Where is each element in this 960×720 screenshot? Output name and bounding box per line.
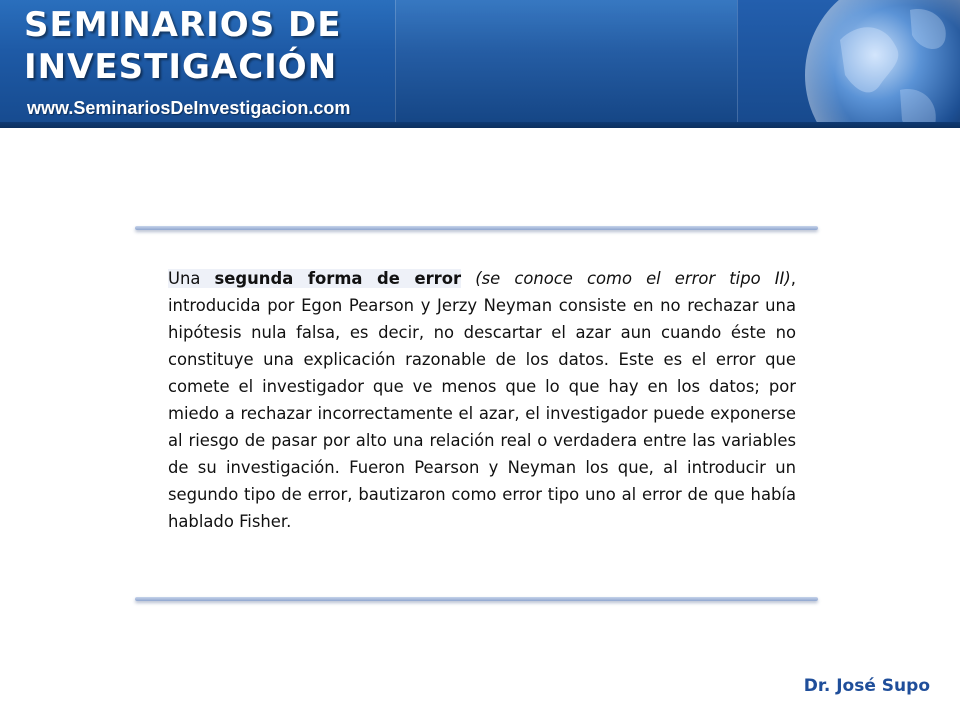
top-divider [135, 226, 818, 230]
author-credit: Dr. José Supo [803, 676, 930, 696]
bottom-divider [135, 597, 818, 601]
body-segment-intro: Una [168, 269, 215, 288]
site-title-line2: INVESTIGACIÓN [24, 47, 338, 87]
site-url[interactable]: www.SeminariosDeInvestigacion.com [27, 98, 351, 118]
body-segment-italic: (se conoce como el error tipo II) [461, 269, 791, 288]
body-segment-main: , introducida por Egon Pearson y Jerzy Neyman consiste en no rechazar una hipótesis nula falsa, es decir, no descartar el azar aun cuando éste no constituye una explicación razonable de los datos. Este es el error que comete el investigador que ve menos que lo que hay en los datos; por miedo a rechazar incorrectamente el azar, el investigador puede exponerse al riesgo de pasar por alto una relación real o verdadera entre las variables de su investigación. Fueron Pearson y Neyman los que, al introducir un segundo tipo de error, bautizaron como error tipo uno al error de que había hablado Fisher. [168, 269, 797, 531]
header-banner [0, 0, 960, 128]
banner-panel-middle [395, 0, 738, 128]
site-title [24, 4, 341, 88]
banner-bottom-stripe [0, 122, 960, 128]
globe-icon [800, 0, 960, 128]
site-title-line1: SEMINARIOS DE [24, 5, 342, 45]
body-paragraph [168, 265, 796, 535]
body-segment-bold: segunda forma de error [214, 269, 462, 288]
